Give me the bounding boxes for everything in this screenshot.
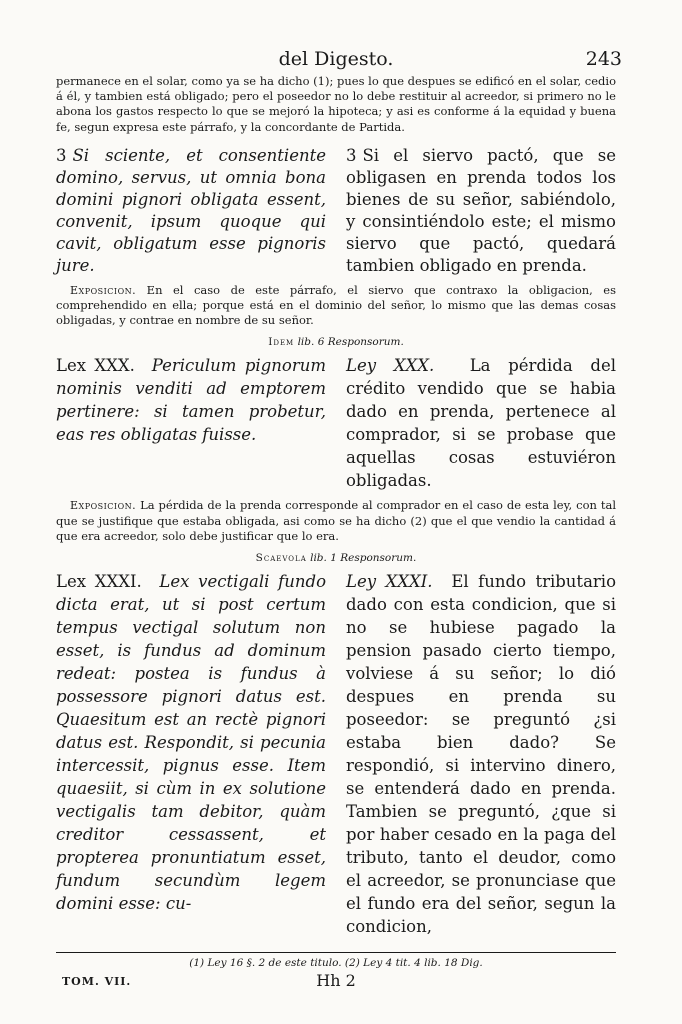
lex-31-spanish-heading: Ley XXXI. (346, 572, 433, 592)
attribution-name: Scaevola (255, 552, 307, 565)
exposition-label: Exposicion. (70, 499, 137, 513)
attribution-ref: lib. 6 Responsorum. (297, 336, 404, 349)
spanish-paragraph-number: 3 (346, 145, 357, 165)
attribution-name: Idem (268, 336, 295, 349)
latin-column (56, 145, 326, 277)
lex-30-spanish-heading: Ley XXX. (346, 356, 435, 376)
latin-paragraph-number: 3 (56, 145, 67, 165)
running-title: del Digesto. (278, 48, 394, 70)
page-number: 243 (585, 48, 622, 70)
footnote-rule (56, 952, 616, 953)
exposition-2 (56, 498, 616, 544)
exposition-label: Exposicion. (70, 283, 137, 297)
lex-30-latin-heading: Lex XXX. (56, 356, 135, 376)
attribution-ref: lib. 1 Responsorum. (310, 552, 417, 565)
lex-30-spanish (346, 354, 616, 492)
lex-30-latin-text: Periculum pignorum nominis venditi ad emptorem pertinere: si tamen probetur, eas res obligatas fuisse. (56, 356, 326, 445)
spanish-column (346, 145, 616, 277)
volume-mark: TOM. VII. (62, 975, 132, 989)
signature-mark: Hh 2 (316, 971, 356, 991)
latin-text: Si sciente, et consentiente domino, servus, ut omnia bona domini pignori obligata essent, convenit, ipsum quoque qui cavit, obligatum esse pignoris jure. (56, 145, 326, 275)
exposition-text: La pérdida de la prenda corresponde al comprador en el caso de esta ley, con tal que se justifique que estaba obligada, asi como se ha dicho (2) que el que vendio la cantidad á que era acreedor, solo debe justificar que lo era. (56, 498, 617, 543)
book-page (56, 44, 622, 993)
page-footer (56, 971, 616, 993)
attribution-1 (56, 336, 616, 348)
lex-31-latin-text: Lex vectigali fundo dicta erat, ut si post certum tempus vectigal solutum non esset, is fundus ad dominum redeat: postea is fundus à possessore pignori datus est. Quaesitum est an rectè pignori datus est. Respondit, si pecunia intercessit, pignus esse. Item quaesiit, si cùm in ex solutione vectigalis tam debitor, quàm creditor cessassent, et propterea pronuntiatum esset, fundum secundùm legem domini esse: cu- (56, 572, 326, 914)
exposition-text: En el caso de este párrafo, el siervo que contraxo la obligacion, es comprehendido en ella; porque está en el dominio del señor, lo mismo que las demas cosas obligadas, y contrae en nombre de su señor. (56, 282, 617, 328)
exposition-1 (56, 283, 616, 329)
lex-31-spanish-text: El fundo tributario dado con esta condicion, que si no se hubiese pagado la pension pasado cierto tiempo, volviese á su señor; lo dió despues en prenda su poseedor: se preguntó ¿si estaba bien dado? Se respondió, si intervino dinero, se entenderá dado en prenda. Tambien se preguntó, ¿que si por haber cesado en la paga del tributo, tanto el deudor, como el acreedor, se pronunciase que el fundo era del señor, segun la condicion, (346, 572, 617, 937)
running-head (56, 44, 622, 74)
intro-paragraph: permanece en el solar, como ya se ha dicho (1); pues lo que despues se edificó en el solar, cedio á él, y tambien está obligado; pero el poseedor no lo debe restituir al acreedor, si primero no le abona los gastos respecto lo que se mejoró la hipoteca; y asi es conforme á la equidad y buena fe, segun expresa este párrafo, y la concordante de Partida. (56, 74, 616, 134)
attribution-2 (56, 552, 616, 564)
lex-31 (56, 570, 616, 938)
lex-30 (56, 354, 616, 492)
lex-31-spanish (346, 570, 616, 938)
section-3 (56, 145, 616, 277)
footnotes: (1) Ley 16 §. 2 de este titulo. (2) Ley 4 tit. 4 lib. 18 Dig. (189, 957, 483, 970)
lex-31-latin-heading: Lex XXXI. (56, 572, 142, 592)
lex-30-spanish-text: La pérdida del crédito vendido que se habia dado en prenda, pertenece al comprador, si se probase que aquellas cosas estuviéron obligadas. (346, 356, 616, 491)
lex-31-latin (56, 570, 326, 938)
spanish-text: Si el siervo pactó, que se obligasen en prenda todos los bienes de su señor, sabiéndolo, y consintiéndolo este; el mismo siervo que pactó, quedará tambien obligado en prenda. (346, 145, 616, 275)
lex-30-latin (56, 354, 326, 492)
